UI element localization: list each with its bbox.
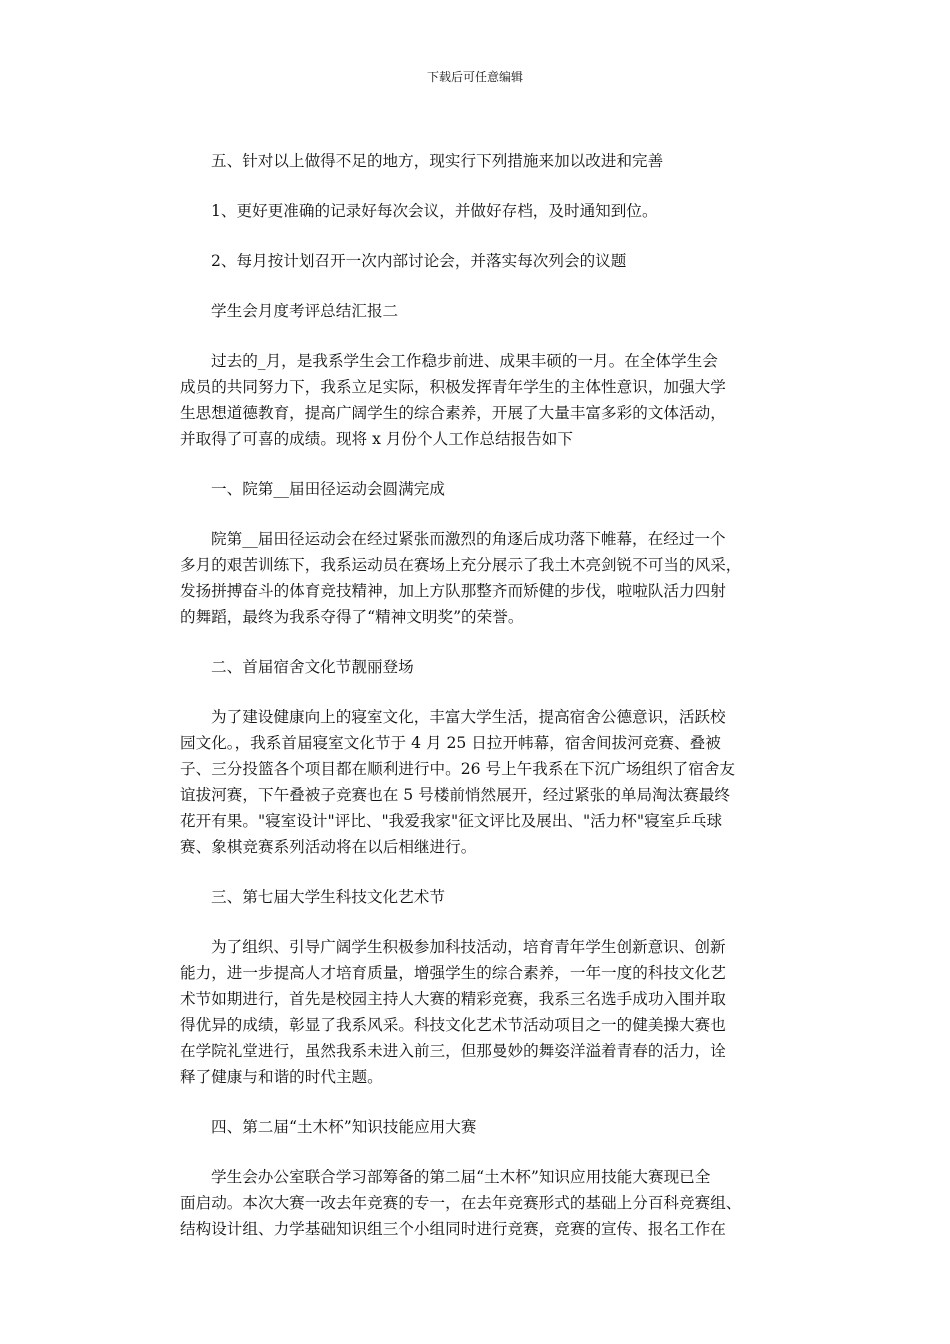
paragraph-line: 的舞蹈，最终为我系夺得了“精神文明奖”的荣誉。 [180, 608, 524, 626]
measure-item-1: 1、更好更准确的记录好每次会议，并做好存档，及时通知到位。 [211, 202, 658, 220]
intro-paragraph [180, 348, 780, 452]
paragraph-line: 子、三分投篮各个项目都在顺利进行中。26 号上午我系在下沉广场组织了宿舍友 [180, 760, 735, 778]
paragraph-line: 在学院礼堂进行，虽然我系未进入前三，但那曼妙的舞姿洋溢着青春的活力，诠 [180, 1042, 726, 1060]
section-heading-improvements: 五、针对以上做得不足的地方，现实行下列措施来加以改进和完善 [211, 152, 664, 170]
paragraph-line: 多月的艰苦训练下，我系运动员在赛场上充分展示了我土木亮剑锐不可当的风采， [180, 556, 742, 574]
paragraph-line: 释了健康与和谐的时代主题。 [180, 1068, 383, 1086]
dorm-festival-paragraph [180, 704, 780, 860]
paragraph-line: 为了组织、引导广阔学生积极参加科技活动，培育青年学生创新意识、创新 [211, 938, 726, 956]
paragraph-line: 发扬拼搏奋斗的体育竞技精神，加上方队那整齐而矫健的步伐，啦啦队活力四射 [180, 582, 726, 600]
paragraph-line: 园文化。，我系首届寝室文化节于 4 月 25 日拉开帏幕，宿舍间拔河竞赛、叠被 [180, 734, 721, 752]
paragraph-line: 结构设计组、力学基础知识组三个小组同时进行竞赛，竞赛的宣传、报名工作在 [180, 1220, 726, 1238]
section-heading-sports-meet: 一、院第__届田径运动会圆满完成 [211, 480, 445, 498]
sports-meet-paragraph [180, 526, 780, 630]
paragraph-line: 面启动。本次大赛一改去年竞赛的专一，在去年竞赛形式的基础上分百科竞赛组、 [180, 1194, 742, 1212]
paragraph-line: 学生会办公室联合学习部筹备的第二届“土木杯”知识应用技能大赛现已全 [211, 1168, 711, 1186]
paragraph-line: 院第__届田径运动会在经过紧张而激烈的角逐后成功落下帷幕，在经过一个 [211, 530, 726, 548]
paragraph-line: 谊拔河赛，下午叠被子竞赛也在 5 号楼前悄然展开，经过紧张的单局淘汰赛最终 [180, 786, 731, 804]
measure-item-2: 2、每月按计划召开一次内部讨论会，并落实每次列会的议题 [211, 252, 627, 270]
paragraph-line: 花开有果。"寝室设计"评比、"我爱我家"征文评比及展出、"活力杯"寝室乒乓球 [180, 812, 723, 830]
section-heading-tech-arts-festival: 三、第七届大学生科技文化艺术节 [211, 888, 445, 906]
paragraph-line: 能力，进一步提高人才培育质量，增强学生的综合素养，一年一度的科技文化艺 [180, 964, 726, 982]
page-header: 下载后可任意编辑 [426, 70, 523, 84]
paragraph-line: 生思想道德教育，提高广阔学生的综合素养，开展了大量丰富多彩的文体活动， [180, 404, 726, 422]
paragraph-line: 为了建设健康向上的寝室文化，丰富大学生活，提高宿舍公德意识，活跃校 [211, 708, 726, 726]
section-heading-dorm-festival: 二、首届宿舍文化节靓丽登场 [211, 658, 414, 676]
tech-arts-paragraph [180, 934, 780, 1090]
tumu-cup-paragraph [180, 1164, 780, 1242]
section-heading-tumu-cup: 四、第二届“土木杯”知识技能应用大赛 [211, 1118, 477, 1136]
paragraph-line: 赛、象棋竞赛系列活动将在以后相继进行。 [180, 838, 477, 856]
paragraph-line: 并取得了可喜的成绩。现将 x 月份个人工作总结报告如下 [180, 430, 573, 448]
paragraph-line: 得优异的成绩，彰显了我系风采。科技文化艺术节活动项目之一的健美操大赛也 [180, 1016, 726, 1034]
paragraph-line: 术节如期进行，首先是校园主持人大赛的精彩竞赛，我系三名选手成功入围并取 [180, 990, 726, 1008]
document-body [180, 148, 780, 1242]
report-title: 学生会月度考评总结汇报二 [211, 302, 399, 320]
paragraph-line: 成员的共同努力下，我系立足实际，积极发挥青年学生的主体性意识，加强大学 [180, 378, 726, 396]
paragraph-line: 过去的_月，是我系学生会工作稳步前进、成果丰硕的一月。在全体学生会 [211, 352, 718, 370]
